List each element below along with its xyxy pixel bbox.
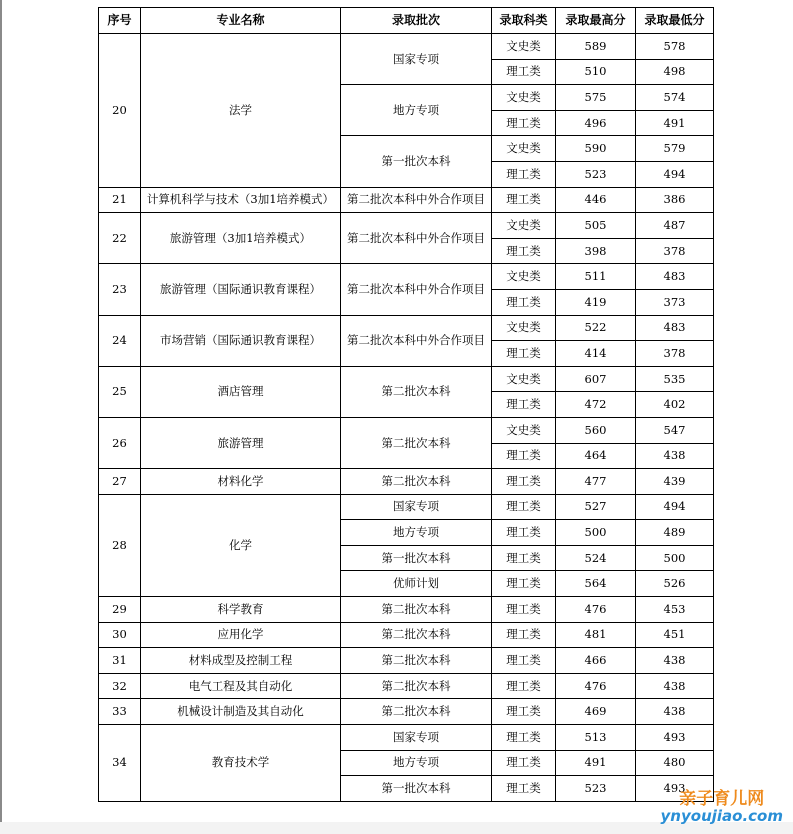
major-name-cell: 教育技术学 (141, 725, 341, 802)
max-score-cell: 477 (556, 469, 636, 495)
max-score-cell: 524 (556, 545, 636, 571)
max-score-cell: 469 (556, 699, 636, 725)
table-row (99, 34, 714, 60)
major-name-cell: 机械设计制造及其自动化 (141, 699, 341, 725)
max-score-cell: 481 (556, 622, 636, 648)
batch-cell: 第一批次本科 (341, 136, 492, 187)
min-score-cell: 483 (636, 315, 714, 341)
batch-cell: 第二批次本科中外合作项目 (341, 264, 492, 315)
max-score-cell: 510 (556, 59, 636, 85)
table-header-row (99, 8, 714, 34)
batch-cell: 第二批次本科中外合作项目 (341, 315, 492, 366)
min-score-cell: 579 (636, 136, 714, 162)
major-name-cell: 科学教育 (141, 597, 341, 623)
major-name-cell: 化学 (141, 494, 341, 596)
major-number-cell: 26 (99, 417, 141, 468)
major-number-cell: 21 (99, 187, 141, 213)
header-min-score: 录取最低分 (636, 8, 714, 34)
max-score-cell: 491 (556, 750, 636, 776)
major-number-cell: 31 (99, 648, 141, 674)
min-score-cell: 500 (636, 545, 714, 571)
major-name-cell: 计算机科学与技术（3加1培养模式） (141, 187, 341, 213)
major-number-cell: 24 (99, 315, 141, 366)
min-score-cell: 498 (636, 59, 714, 85)
major-number-cell: 20 (99, 34, 141, 188)
category-cell: 理工类 (492, 725, 556, 751)
category-cell: 文史类 (492, 136, 556, 162)
max-score-cell: 590 (556, 136, 636, 162)
major-number-cell: 29 (99, 597, 141, 623)
min-score-cell: 489 (636, 520, 714, 546)
max-score-cell: 511 (556, 264, 636, 290)
min-score-cell: 373 (636, 289, 714, 315)
category-cell: 文史类 (492, 34, 556, 60)
min-score-cell: 493 (636, 725, 714, 751)
category-cell: 理工类 (492, 443, 556, 469)
category-cell: 理工类 (492, 571, 556, 597)
category-cell: 理工类 (492, 622, 556, 648)
major-name-cell: 应用化学 (141, 622, 341, 648)
category-cell: 理工类 (492, 238, 556, 264)
admission-score-table (98, 7, 714, 802)
batch-cell: 第二批次本科中外合作项目 (341, 187, 492, 213)
batch-cell: 第二批次本科中外合作项目 (341, 213, 492, 264)
major-number-cell: 34 (99, 725, 141, 802)
table-row (99, 315, 714, 341)
max-score-cell: 527 (556, 494, 636, 520)
min-score-cell: 438 (636, 648, 714, 674)
major-number-cell: 27 (99, 469, 141, 495)
major-number-cell: 33 (99, 699, 141, 725)
batch-cell: 国家专项 (341, 34, 492, 85)
batch-cell: 第二批次本科 (341, 699, 492, 725)
major-number-cell: 25 (99, 366, 141, 417)
table-row (99, 366, 714, 392)
category-cell: 理工类 (492, 392, 556, 418)
category-cell: 理工类 (492, 110, 556, 136)
batch-cell: 第二批次本科 (341, 469, 492, 495)
min-score-cell: 480 (636, 750, 714, 776)
major-name-cell: 电气工程及其自动化 (141, 673, 341, 699)
header-batch: 录取批次 (341, 8, 492, 34)
min-score-cell: 578 (636, 34, 714, 60)
max-score-cell: 589 (556, 34, 636, 60)
max-score-cell: 560 (556, 417, 636, 443)
batch-cell: 第二批次本科 (341, 648, 492, 674)
major-number-cell: 28 (99, 494, 141, 596)
major-name-cell: 酒店管理 (141, 366, 341, 417)
table-row (99, 264, 714, 290)
category-cell: 理工类 (492, 597, 556, 623)
category-cell: 文史类 (492, 85, 556, 111)
batch-cell: 地方专项 (341, 750, 492, 776)
max-score-cell: 505 (556, 213, 636, 239)
table-row (99, 648, 714, 674)
table-row (99, 673, 714, 699)
max-score-cell: 419 (556, 289, 636, 315)
category-cell: 理工类 (492, 776, 556, 802)
major-name-cell: 市场营销（国际通识教育课程） (141, 315, 341, 366)
max-score-cell: 466 (556, 648, 636, 674)
header-no: 序号 (99, 8, 141, 34)
category-cell: 理工类 (492, 699, 556, 725)
max-score-cell: 607 (556, 366, 636, 392)
min-score-cell: 494 (636, 494, 714, 520)
batch-cell: 第二批次本科 (341, 597, 492, 623)
min-score-cell: 451 (636, 622, 714, 648)
category-cell: 理工类 (492, 469, 556, 495)
category-cell: 文史类 (492, 366, 556, 392)
batch-cell: 优师计划 (341, 571, 492, 597)
max-score-cell: 446 (556, 187, 636, 213)
max-score-cell: 398 (556, 238, 636, 264)
table-row (99, 725, 714, 751)
watermark-title: 亲子育儿网 (679, 789, 765, 809)
min-score-cell: 402 (636, 392, 714, 418)
major-name-cell: 法学 (141, 34, 341, 188)
major-number-cell: 22 (99, 213, 141, 264)
table-row (99, 187, 714, 213)
batch-cell: 第二批次本科 (341, 673, 492, 699)
max-score-cell: 500 (556, 520, 636, 546)
major-name-cell: 旅游管理（3加1培养模式） (141, 213, 341, 264)
min-score-cell: 483 (636, 264, 714, 290)
category-cell: 理工类 (492, 673, 556, 699)
min-score-cell: 438 (636, 443, 714, 469)
max-score-cell: 522 (556, 315, 636, 341)
min-score-cell: 438 (636, 699, 714, 725)
category-cell: 理工类 (492, 341, 556, 367)
min-score-cell: 439 (636, 469, 714, 495)
major-number-cell: 30 (99, 622, 141, 648)
batch-cell: 第二批次本科 (341, 417, 492, 468)
max-score-cell: 513 (556, 725, 636, 751)
max-score-cell: 476 (556, 597, 636, 623)
major-name-cell: 旅游管理 (141, 417, 341, 468)
max-score-cell: 523 (556, 776, 636, 802)
major-number-cell: 32 (99, 673, 141, 699)
table-row (99, 469, 714, 495)
min-score-cell: 526 (636, 571, 714, 597)
max-score-cell: 472 (556, 392, 636, 418)
major-name-cell: 材料化学 (141, 469, 341, 495)
table-body (99, 34, 714, 802)
batch-cell: 国家专项 (341, 494, 492, 520)
category-cell: 文史类 (492, 315, 556, 341)
min-score-cell: 491 (636, 110, 714, 136)
batch-cell: 第一批次本科 (341, 776, 492, 802)
site-watermark (661, 790, 783, 825)
major-name-cell: 材料成型及控制工程 (141, 648, 341, 674)
table-row (99, 597, 714, 623)
table-row (99, 622, 714, 648)
category-cell: 理工类 (492, 161, 556, 187)
category-cell: 理工类 (492, 648, 556, 674)
table-row (99, 494, 714, 520)
batch-cell: 国家专项 (341, 725, 492, 751)
batch-cell: 第二批次本科 (341, 366, 492, 417)
watermark-url: ynyoujiao.com (660, 807, 783, 825)
max-score-cell: 564 (556, 571, 636, 597)
category-cell: 文史类 (492, 264, 556, 290)
min-score-cell: 493 (636, 776, 714, 802)
batch-cell: 第二批次本科 (341, 622, 492, 648)
max-score-cell: 464 (556, 443, 636, 469)
category-cell: 理工类 (492, 289, 556, 315)
min-score-cell: 535 (636, 366, 714, 392)
min-score-cell: 574 (636, 85, 714, 111)
category-cell: 理工类 (492, 59, 556, 85)
category-cell: 文史类 (492, 213, 556, 239)
max-score-cell: 414 (556, 341, 636, 367)
min-score-cell: 386 (636, 187, 714, 213)
min-score-cell: 487 (636, 213, 714, 239)
header-major: 专业名称 (141, 8, 341, 34)
min-score-cell: 438 (636, 673, 714, 699)
table-row (99, 213, 714, 239)
major-name-cell: 旅游管理（国际通识教育课程） (141, 264, 341, 315)
max-score-cell: 476 (556, 673, 636, 699)
batch-cell: 地方专项 (341, 520, 492, 546)
max-score-cell: 523 (556, 161, 636, 187)
category-cell: 理工类 (492, 750, 556, 776)
max-score-cell: 496 (556, 110, 636, 136)
header-category: 录取科类 (492, 8, 556, 34)
min-score-cell: 453 (636, 597, 714, 623)
category-cell: 理工类 (492, 520, 556, 546)
min-score-cell: 494 (636, 161, 714, 187)
major-number-cell: 23 (99, 264, 141, 315)
table-row (99, 699, 714, 725)
min-score-cell: 547 (636, 417, 714, 443)
category-cell: 理工类 (492, 187, 556, 213)
category-cell: 理工类 (492, 494, 556, 520)
max-score-cell: 575 (556, 85, 636, 111)
scan-edge (0, 0, 2, 834)
batch-cell: 第一批次本科 (341, 545, 492, 571)
header-max-score: 录取最高分 (556, 8, 636, 34)
min-score-cell: 378 (636, 341, 714, 367)
category-cell: 文史类 (492, 417, 556, 443)
category-cell: 理工类 (492, 545, 556, 571)
batch-cell: 地方专项 (341, 85, 492, 136)
min-score-cell: 378 (636, 238, 714, 264)
table-row (99, 417, 714, 443)
